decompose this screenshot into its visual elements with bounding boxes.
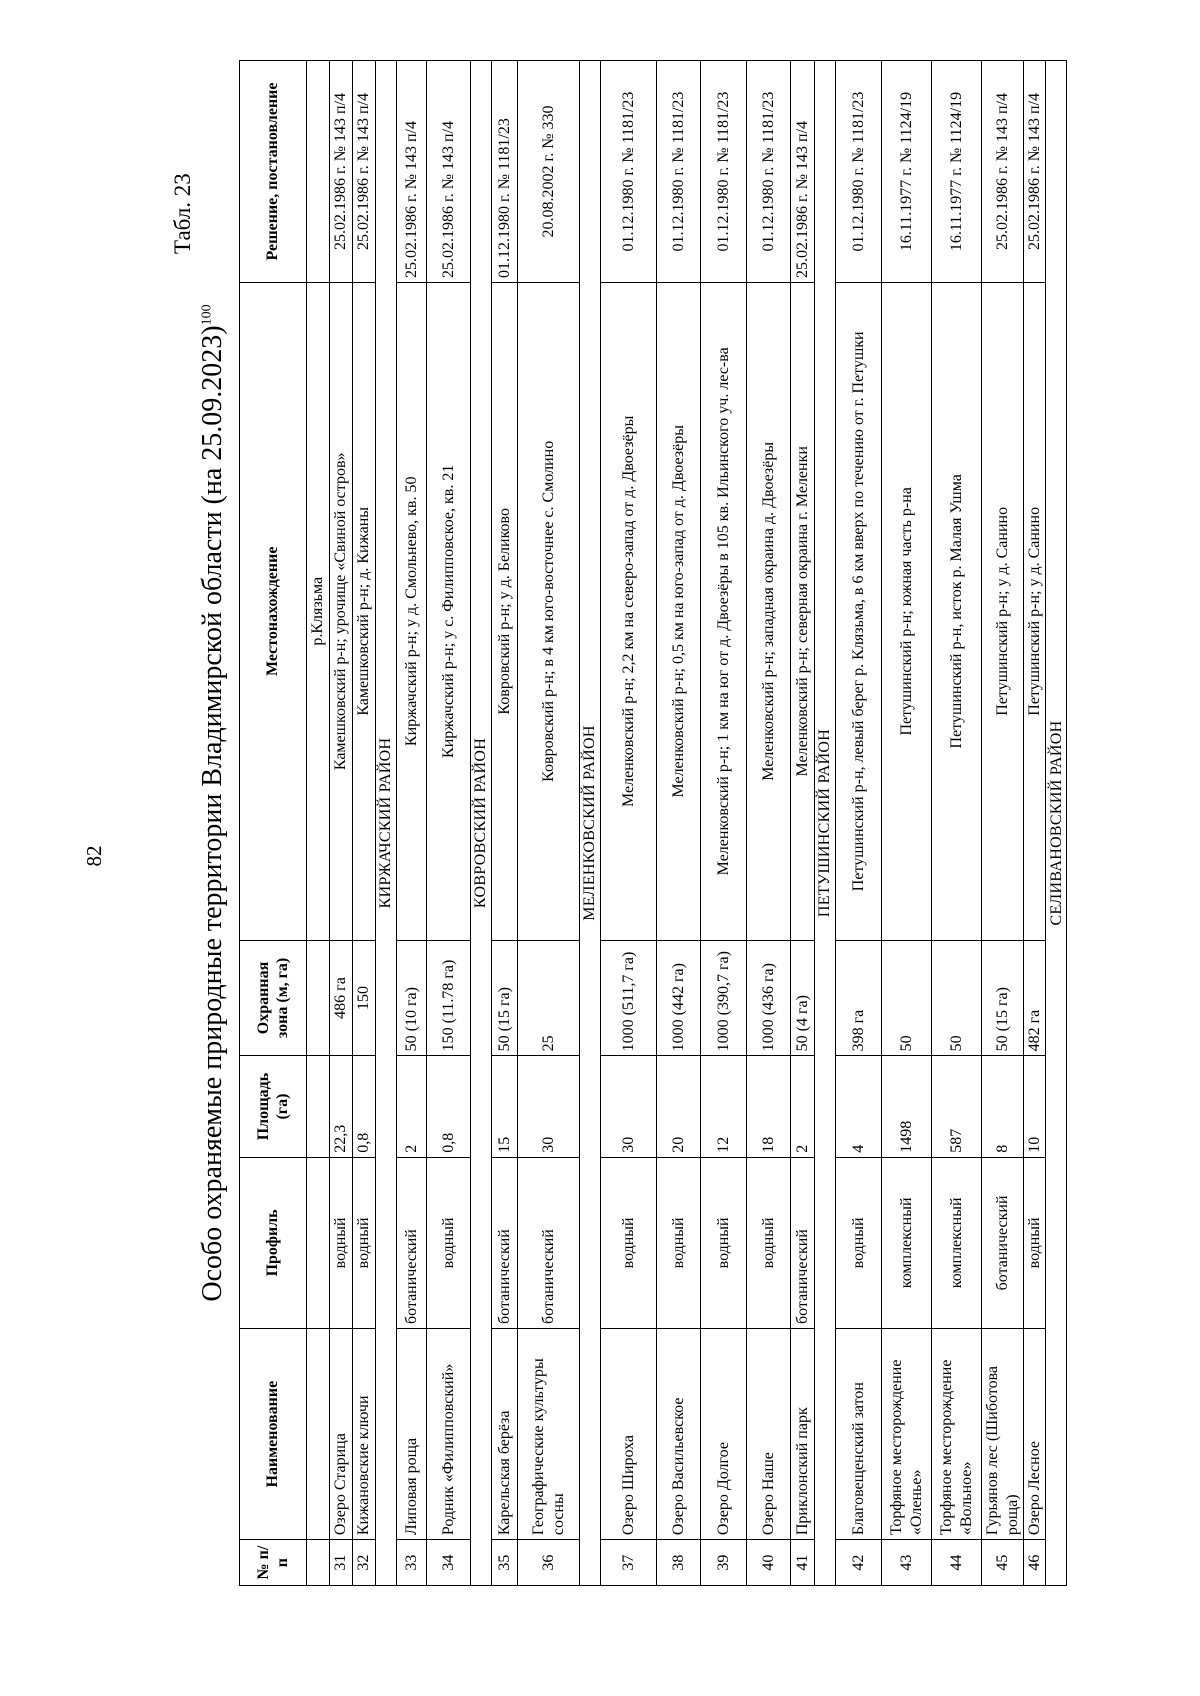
cell-num: 35: [492, 1540, 518, 1586]
cell-profile: водный: [601, 1157, 657, 1328]
cell-zone: 150 (11.78 га): [427, 940, 471, 1056]
cell-location: Камешковский р-н; урочище «Свиной остров»: [330, 283, 353, 941]
cell-profile: водный: [657, 1157, 701, 1328]
table-row: [982, 61, 1024, 1586]
cell-profile: водный: [747, 1157, 791, 1328]
cell-location: Меленковский р-н; 2,2 км на северо-запад от д. Двоезёры: [601, 283, 657, 941]
district-heading-row: [580, 61, 601, 1586]
cell-num: 43: [882, 1540, 932, 1586]
header-decision: Решение, постановление: [240, 61, 307, 283]
cell-zone: 50 (15 га): [982, 940, 1024, 1056]
cell-location: Петушинский р-н; южная часть р-на: [882, 283, 932, 941]
cell-zone: 50 (10 га): [397, 940, 427, 1056]
cell-area: 0,8: [353, 1056, 376, 1157]
cell-area: 22,3: [330, 1056, 353, 1157]
table-label: Табл. 23: [170, 173, 195, 254]
district-heading-row: [1046, 61, 1067, 1586]
cell-num: 42: [836, 1540, 882, 1586]
cell-location: Петушинский р-н; у д. Санино: [1024, 283, 1046, 941]
cell-profile: комплексный: [932, 1157, 982, 1328]
cell-decision: 25.02.1986 г. № 143 п/4: [330, 61, 353, 283]
cell-name: Озеро Долгое: [701, 1329, 747, 1540]
cell-num: 39: [701, 1540, 747, 1586]
cell-name: Озеро Васильевское: [657, 1329, 701, 1540]
header-profile: Профиль: [240, 1157, 307, 1328]
cell-location: Ковровский р-н; в 4 км юго-восточнее с. Смолино: [518, 283, 580, 941]
cell-num: 38: [657, 1540, 701, 1586]
title-footnote: 100: [199, 304, 215, 326]
cell-zone: 482 га: [1024, 940, 1046, 1056]
cell-zone: 398 га: [836, 940, 882, 1056]
cell-num: 45: [982, 1540, 1024, 1586]
cell-area: 8: [982, 1056, 1024, 1157]
cell-profile: водный: [1024, 1157, 1046, 1328]
cell-zone: 50 (4 га): [791, 940, 815, 1056]
table-title-text: Особо охраняемые природные территории Владимирской области (на 25.09.2023): [197, 325, 228, 1302]
cell-profile: ботанический: [518, 1157, 580, 1328]
cell-decision: 01.12.1980 г. № 1181/23: [747, 61, 791, 283]
cell-name: Липовая роща: [397, 1329, 427, 1540]
cell-location: Петушинский р-н, левый берег р. Клязьма, в 6 км вверх по течению от г. Петушки: [836, 283, 882, 941]
cell-location: Ковровский р-н; у д. Беликово: [492, 283, 518, 941]
cell-location: Киржачский р-н; у с. Филипповское, кв. 21: [427, 283, 471, 941]
cell-location: Меленковский р-н; северная окраина г. Меленки: [791, 283, 815, 941]
cell-name: Географические культуры сосны: [518, 1329, 580, 1540]
header-zone: Охранная зона (м, га): [240, 940, 307, 1056]
table-row: [791, 61, 815, 1586]
cell-area: 587: [932, 1056, 982, 1157]
page-number: 82: [82, 845, 106, 867]
cell-area: 30: [601, 1056, 657, 1157]
cell-location: Камешковский р-н; д. Кижаны: [353, 283, 376, 941]
cell-zone: 1000 (442 га): [657, 940, 701, 1056]
header-num: № п/п: [240, 1540, 307, 1586]
cell-num: 46: [1024, 1540, 1046, 1586]
cell-name: Карельская берёза: [492, 1329, 518, 1540]
cell-name: Торфяное месторождение «Оленье»: [882, 1329, 932, 1540]
cell-num: 37: [601, 1540, 657, 1586]
cell-location: Меленковский р-н; 1 км на юг от д. Двоезёры в 105 кв. Ильинского уч. лес-ва: [701, 283, 747, 941]
cell-decision: 25.02.1986 г. № 143 п/4: [427, 61, 471, 283]
table-row: [657, 61, 701, 1586]
cell-name: Озеро Лесное: [1024, 1329, 1046, 1540]
district-heading-row: [815, 61, 836, 1586]
cell-name: Озеро Широха: [601, 1329, 657, 1540]
cell-name: Приклонский парк: [791, 1329, 815, 1540]
table-row: [882, 61, 932, 1586]
cell-area: 30: [518, 1056, 580, 1157]
cell-area: 0,8: [427, 1056, 471, 1157]
cell-zone: 150: [353, 940, 376, 1056]
cell-decision: 16.11.1977 г. № 1124/19: [932, 61, 982, 283]
subheading-row: [307, 61, 330, 1586]
cell-profile: комплексный: [882, 1157, 932, 1328]
cell-area: 18: [747, 1056, 791, 1157]
table-row: [1024, 61, 1046, 1586]
table-row: [427, 61, 471, 1586]
cell-profile: водный: [836, 1157, 882, 1328]
header-location: Местонахождение: [240, 283, 307, 941]
cell-name: Кижановские ключи: [353, 1329, 376, 1540]
cell-zone: 486 га: [330, 940, 353, 1056]
cell-num: 32: [353, 1540, 376, 1586]
cell-area: 1498: [882, 1056, 932, 1157]
subheading-klyazma: р.Клязьма: [307, 283, 330, 941]
header-area: Площадь (га): [240, 1056, 307, 1157]
cell-profile: водный: [353, 1157, 376, 1328]
cell-num: 34: [427, 1540, 471, 1586]
cell-zone: 50 (15 га): [492, 940, 518, 1056]
district-petushki: ПЕТУШИНСКИЙ РАЙОН: [815, 61, 836, 1586]
cell-name: Озеро Наше: [747, 1329, 791, 1540]
table-row: [836, 61, 882, 1586]
table-row: [397, 61, 427, 1586]
cell-profile: водный: [701, 1157, 747, 1328]
cell-location: Меленковский р-н; западная окраина д. Двоезёры: [747, 283, 791, 941]
cell-num: 33: [397, 1540, 427, 1586]
cell-location: Киржачский р-н; у д. Смольнево, кв. 50: [397, 283, 427, 941]
cell-num: 41: [791, 1540, 815, 1586]
cell-name: Озеро Старица: [330, 1329, 353, 1540]
header-name: Наименование: [240, 1329, 307, 1540]
cell-area: 2: [791, 1056, 815, 1157]
cell-profile: ботанический: [982, 1157, 1024, 1328]
district-melenki: МЕЛЕНКОВСКИЙ РАЙОН: [580, 61, 601, 1586]
cell-decision: 01.12.1980 г. № 1181/23: [601, 61, 657, 283]
cell-name: Торфяное месторождение «Вольное»: [932, 1329, 982, 1540]
cell-decision: 16.11.1977 г. № 1124/19: [882, 61, 932, 283]
cell-num: 44: [932, 1540, 982, 1586]
cell-zone: 1000 (390,7 га): [701, 940, 747, 1056]
cell-zone: 25: [518, 940, 580, 1056]
table-row: [492, 61, 518, 1586]
cell-name: Гурьянов лес (Шиботова роща): [982, 1329, 1024, 1540]
cell-zone: 1000 (436 га): [747, 940, 791, 1056]
cell-location: Петушинский р-н, исток р. Малая Ушма: [932, 283, 982, 941]
header-row: [240, 61, 307, 1586]
table-row: [932, 61, 982, 1586]
table-row: [353, 61, 376, 1586]
cell-decision: 01.12.1980 г. № 1181/23: [836, 61, 882, 283]
cell-location: Меленковский р-н; 0,5 км на юго-запад от д. Двоезёры: [657, 283, 701, 941]
cell-area: 10: [1024, 1056, 1046, 1157]
table-row: [518, 61, 580, 1586]
district-heading-row: [376, 61, 397, 1586]
cell-zone: 50: [932, 940, 982, 1056]
cell-zone: 50: [882, 940, 932, 1056]
cell-decision: 01.12.1980 г. № 1181/23: [657, 61, 701, 283]
table-row: [701, 61, 747, 1586]
table-row: [601, 61, 657, 1586]
cell-num: 36: [518, 1540, 580, 1586]
cell-area: 15: [492, 1056, 518, 1157]
district-kovrov: КОВРОВСКИЙ РАЙОН: [471, 61, 492, 1586]
table-row: [747, 61, 791, 1586]
cell-num: 31: [330, 1540, 353, 1586]
cell-decision: 25.02.1986 г. № 143 п/4: [397, 61, 427, 283]
cell-profile: ботанический: [397, 1157, 427, 1328]
cell-decision: 25.02.1986 г. № 143 п/4: [353, 61, 376, 283]
cell-location: Петушинский р-н; у д. Санино: [982, 283, 1024, 941]
table-title: [197, 60, 229, 1546]
cell-area: 2: [397, 1056, 427, 1157]
cell-area: 4: [836, 1056, 882, 1157]
cell-decision: 25.02.1986 г. № 143 п/4: [982, 61, 1024, 283]
cell-decision: 20.08.2002 г. № 330: [518, 61, 580, 283]
district-kirzhach: КИРЖАЧСКИЙ РАЙОН: [376, 61, 397, 1586]
cell-decision: 01.12.1980 г. № 1181/23: [701, 61, 747, 283]
cell-profile: водный: [427, 1157, 471, 1328]
cell-profile: ботанический: [791, 1157, 815, 1328]
cell-decision: 25.02.1986 г. № 143 п/4: [1024, 61, 1046, 283]
protected-areas-table: [239, 60, 1067, 1586]
district-selivanovo: СЕЛИВАНОВСКИЙ РАЙОН: [1046, 61, 1067, 1586]
cell-profile: ботанический: [492, 1157, 518, 1328]
cell-area: 20: [657, 1056, 701, 1157]
cell-name: Родник «Филипповский»: [427, 1329, 471, 1540]
district-heading-row: [471, 61, 492, 1586]
cell-zone: 1000 (511,7 га): [601, 940, 657, 1056]
cell-area: 12: [701, 1056, 747, 1157]
cell-num: 40: [747, 1540, 791, 1586]
cell-decision: 01.12.1980 г. № 1181/23: [492, 61, 518, 283]
table-row: [330, 61, 353, 1586]
cell-profile: водный: [330, 1157, 353, 1328]
cell-name: Благовещенский затон: [836, 1329, 882, 1540]
cell-decision: 25.02.1986 г. № 143 п/4: [791, 61, 815, 283]
